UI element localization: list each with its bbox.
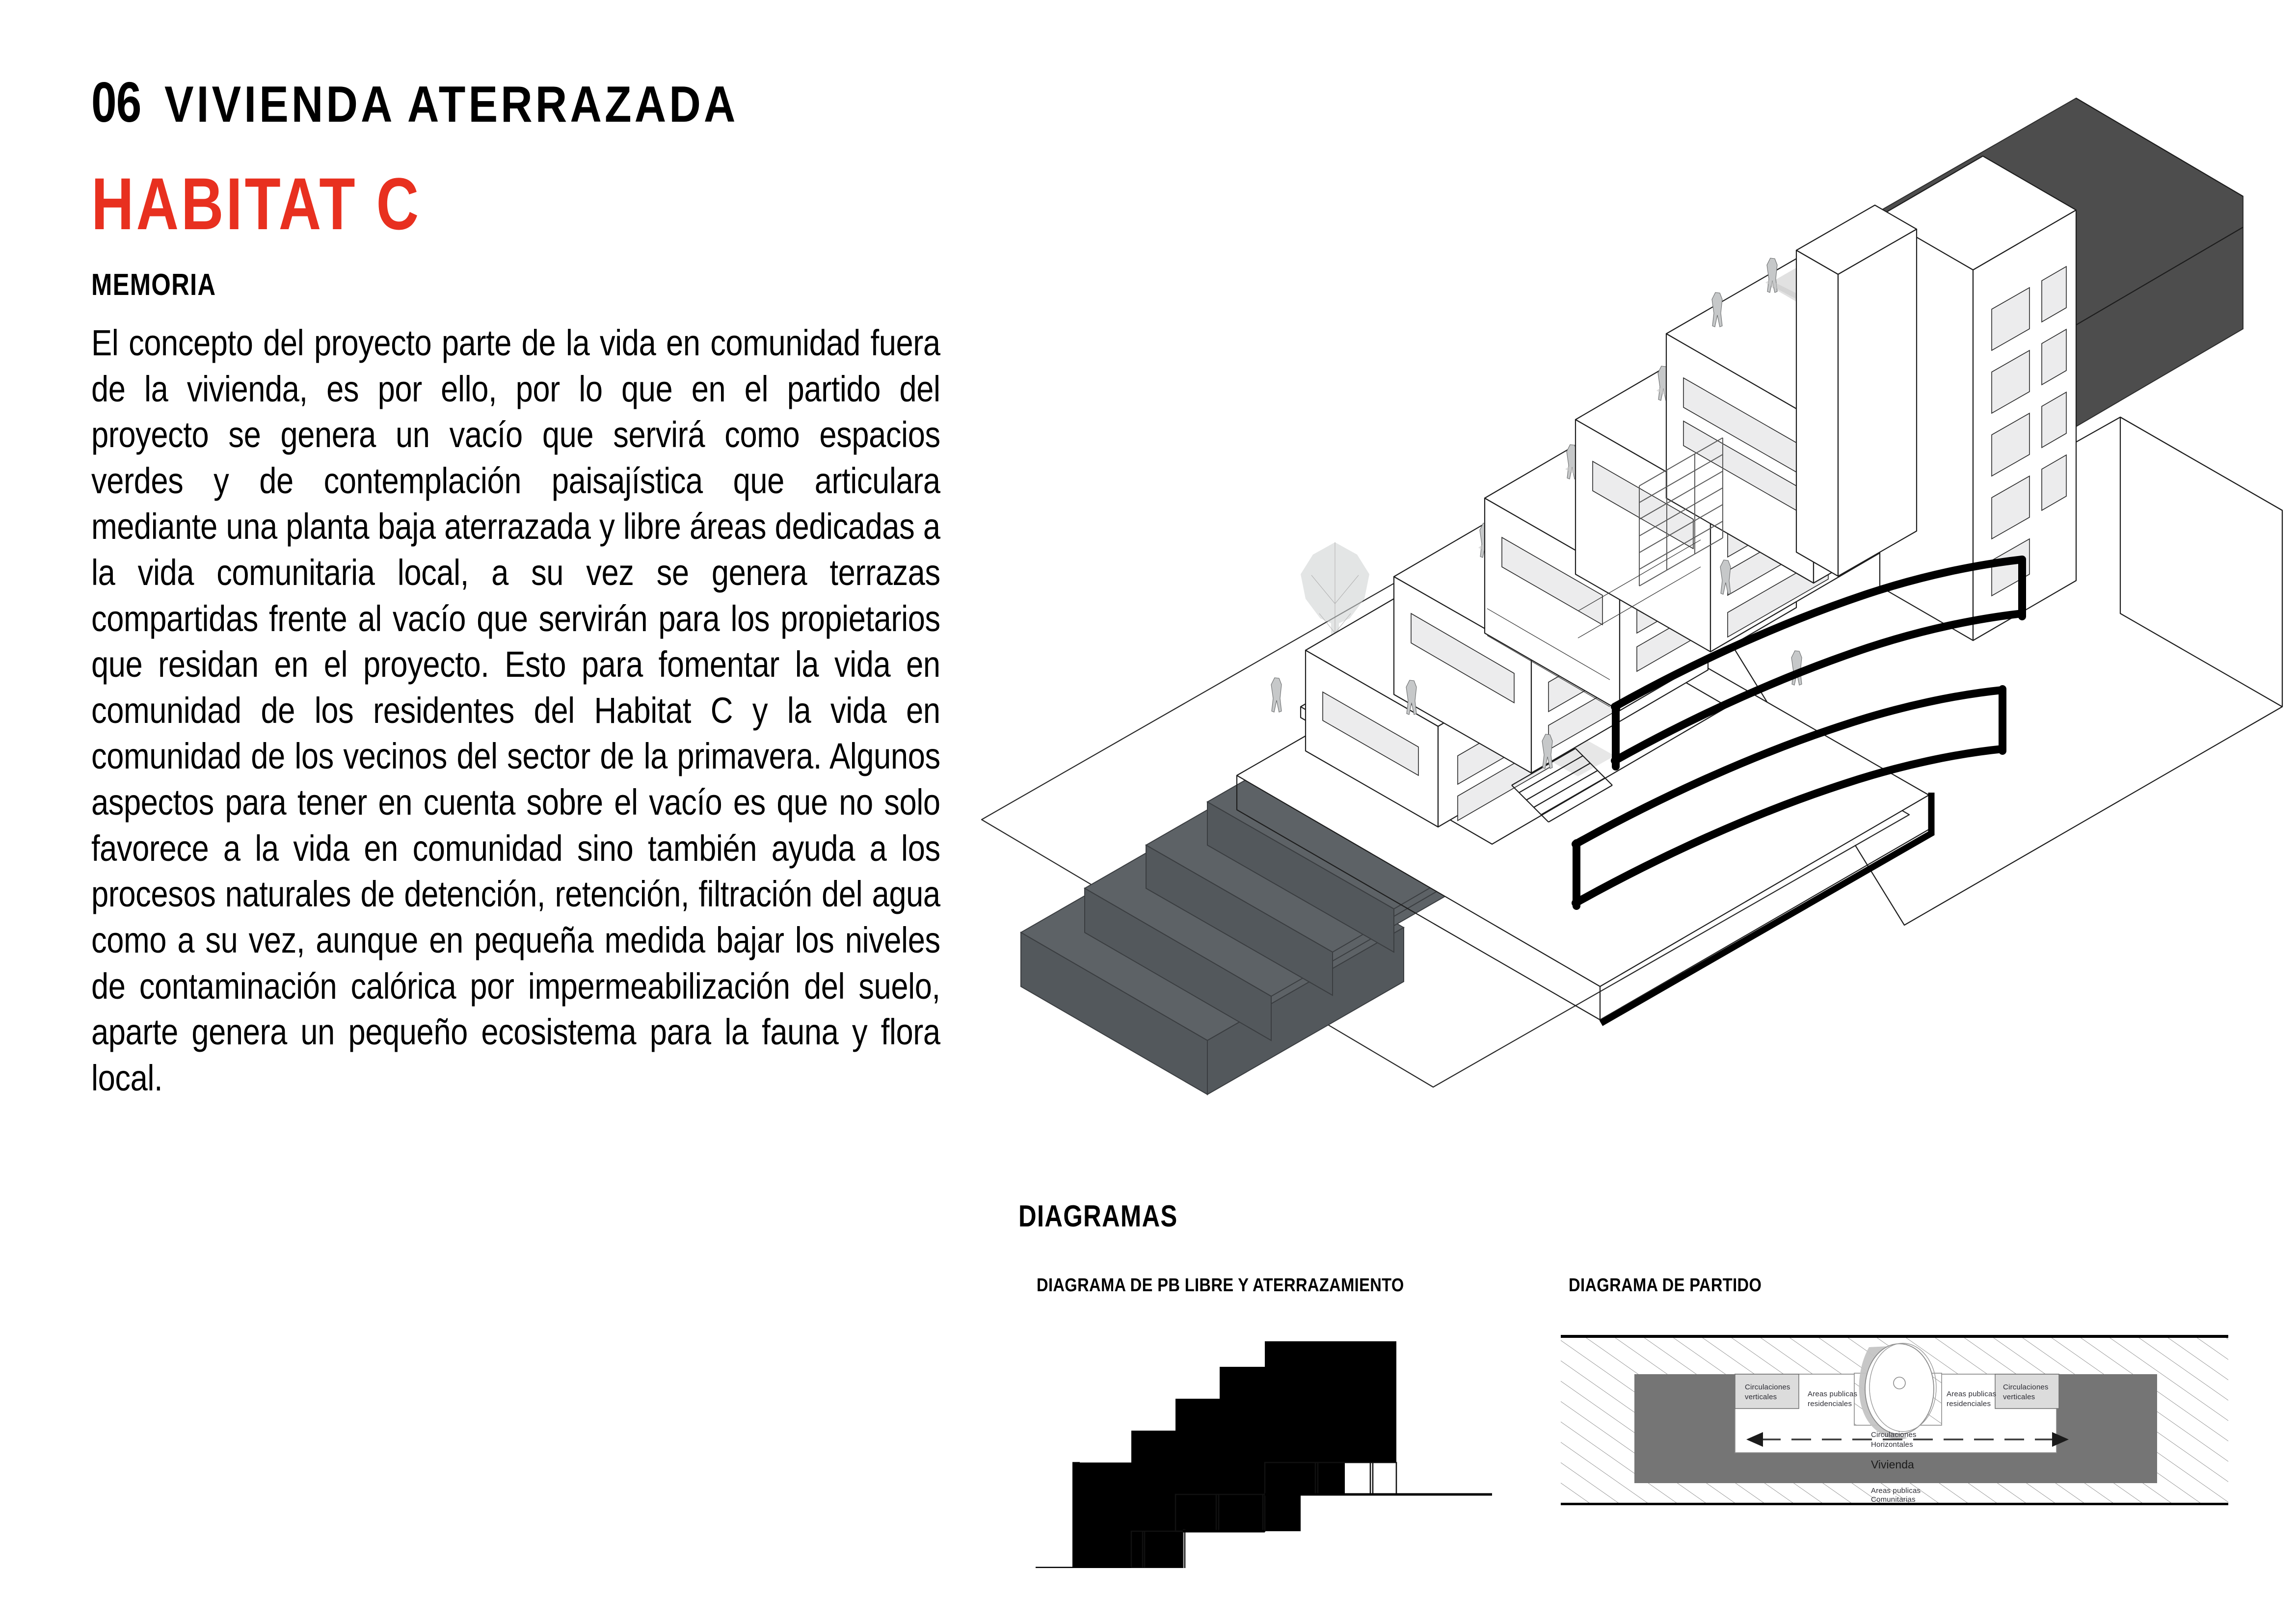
sheet-category: VIVIENDA ATERRAZADA	[164, 76, 739, 133]
svg-text:verticales: verticales	[1745, 1393, 1777, 1401]
text-column	[91, 70, 945, 1101]
diagram-partido	[1561, 1320, 2228, 1517]
axonometric-rendering	[962, 54, 2287, 1163]
diagram-pb-libre	[1021, 1303, 1502, 1568]
diagramas-heading: DIAGRAMAS	[1018, 1199, 1178, 1233]
label-areas-pub-res-right: Areas publicas	[1947, 1390, 1997, 1398]
page-title: HABITAT C	[91, 162, 421, 245]
svg-text:residenciales: residenciales	[1947, 1400, 1991, 1408]
diagram-pb-libre-title: DIAGRAMA DE PB LIBRE Y ATERRAZAMIENTO	[1037, 1275, 1404, 1296]
stepped-mass	[1072, 1341, 1396, 1568]
tower-volume	[1796, 156, 2076, 640]
label-circ-vert-right: Circulaciones	[2003, 1383, 2049, 1391]
label-areas-pub-res-left: Areas publicas	[1808, 1390, 1858, 1398]
diagram-partido-title: DIAGRAMA DE PARTIDO	[1569, 1275, 1762, 1296]
label-areas-pub-comunitarias: Areas publicas	[1871, 1487, 1921, 1495]
label-vivienda: Vivienda	[1871, 1458, 1914, 1471]
svg-text:verticales: verticales	[2003, 1393, 2035, 1401]
svg-text:Comunitarias: Comunitarias	[1871, 1495, 1916, 1504]
sheet-number: 06	[91, 70, 141, 134]
svg-text:residenciales: residenciales	[1808, 1400, 1852, 1408]
label-circ-vert-left: Circulaciones	[1745, 1383, 1790, 1391]
memoria-body-text: El concepto del proyecto parte de la vida en comunidad fuera de la vivienda, es por ello, por lo que en el partido del proyecto se genera un vacío que servirá como espacios verdes y de contemplación paisajística que articulara mediante una planta baja aterrazada y libre áreas dedicadas a la vida comunitaria local, a su vez se genera terrazas compartidas frente al vacío que servirán para los propietarios que residan en el proyecto. Esto para fomentar la vida en comunidad de los residentes del Habitat C y la vida en comunidad de los vecinos del sector de la primavera. Algunos aspectos para tener en cuenta sobre el vacío es que no solo favorece a la vida en comunidad sino también ayuda a los procesos naturales de detención, retención, filtración del agua como a su vez, aunque en pequeña medida bajar los niveles de contaminación calórica por impermeabilización del suelo, aparte genera un pequeño ecosistema para la fauna y flora local.	[91, 322, 940, 1098]
circ-vert-left-box	[1735, 1374, 1799, 1409]
memoria-heading: MEMORIA	[91, 268, 216, 302]
circ-vert-right-box	[1995, 1374, 2059, 1409]
svg-text:Horizontales: Horizontales	[1871, 1440, 1913, 1449]
sheet-kicker	[91, 70, 945, 134]
label-circ-horizontales: Circulaciones	[1871, 1431, 1917, 1439]
